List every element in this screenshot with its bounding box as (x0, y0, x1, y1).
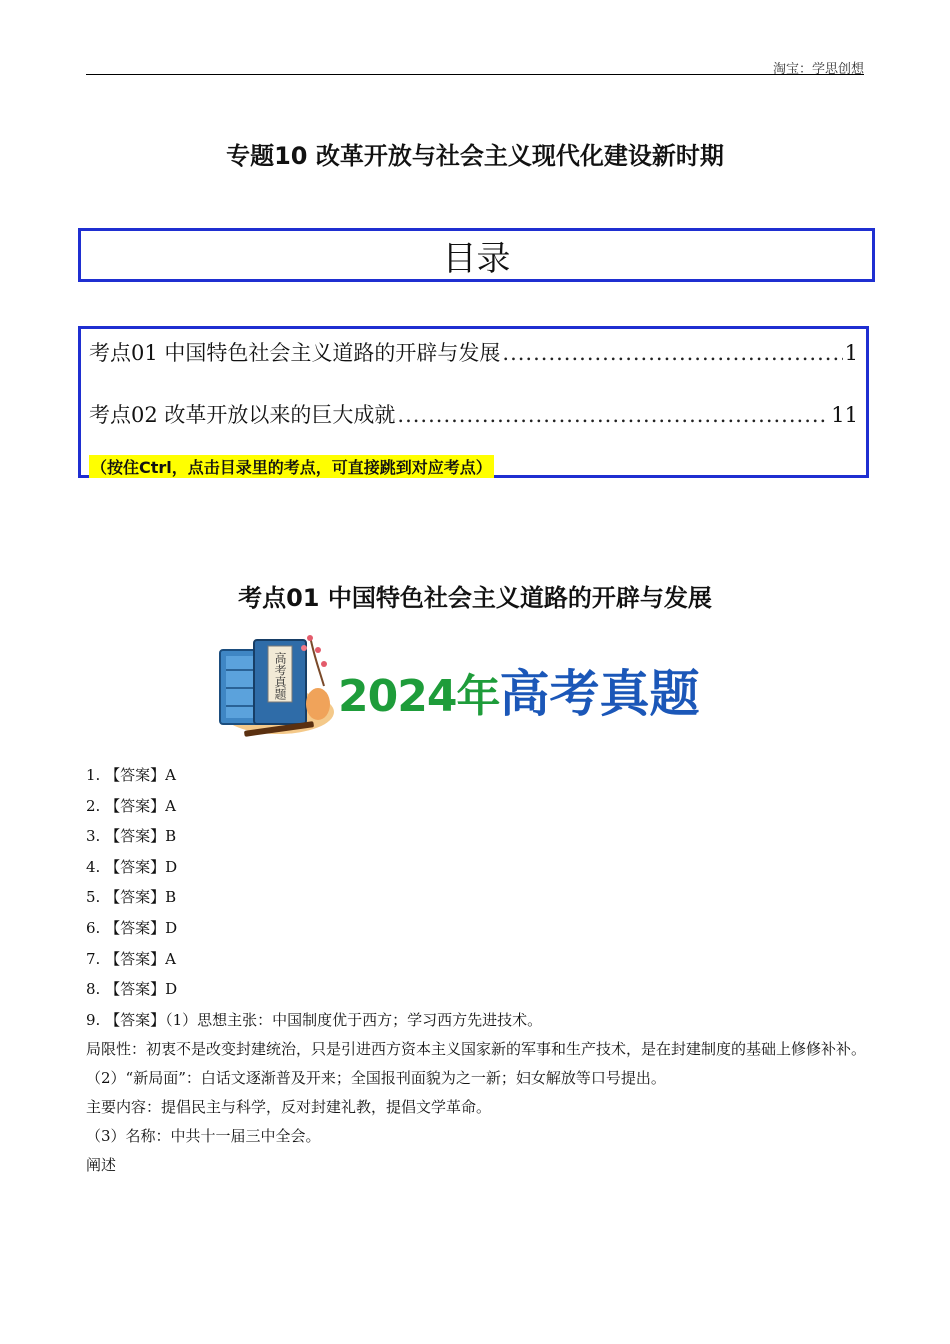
book-cover-label: 高考真题 (273, 652, 287, 700)
answer-value: D (165, 857, 178, 876)
answer-row (86, 1005, 866, 1036)
header-divider (86, 74, 864, 75)
answer-row (86, 913, 866, 944)
answer-tag: 【答案】 (105, 857, 166, 876)
books-illustration-icon (214, 626, 338, 740)
answer-row (86, 944, 866, 975)
answer-row (86, 882, 866, 913)
toc-leader-dots (397, 403, 829, 427)
toc-entry-kaodian-02[interactable] (89, 399, 858, 429)
answer-tag: 【答案】 (105, 918, 166, 937)
toc-entry-page[interactable]: 1 (844, 341, 858, 365)
answer-list (86, 760, 866, 1180)
answer-row (86, 852, 866, 883)
toc-entry-label[interactable]: 考点02 改革开放以来的巨大成就 (89, 403, 396, 427)
answer-value: A (165, 766, 176, 784)
toc-leader-dots (502, 341, 842, 365)
toc-entry-page[interactable]: 11 (831, 403, 858, 427)
answer-tag: 【答案】 (105, 1010, 166, 1029)
toc-heading-box (78, 228, 875, 282)
answer-9-detail: 阐述 (86, 1156, 117, 1175)
answer-number: 1. (86, 766, 101, 784)
document-title: 专题10 改革开放与社会主义现代化建设新时期 (226, 142, 724, 170)
banner-title (338, 654, 699, 726)
exam-banner (214, 626, 734, 740)
answer-tag: 【答案】 (105, 827, 166, 846)
answer-value: （1）思想主张：中国制度优于西方；学习西方先进技术。 (165, 1010, 543, 1029)
answer-value: B (165, 888, 177, 907)
answer-value: D (165, 980, 178, 999)
section-title: 考点01 中国特色社会主义道路的开辟与发展 (238, 584, 712, 612)
answer-tag: 【答案】 (105, 949, 166, 968)
answer-row (86, 791, 866, 822)
answer-number: 7. (86, 949, 101, 968)
answer-value: A (165, 796, 176, 815)
answer-number: 3. (86, 827, 101, 846)
answer-tag: 【答案】 (105, 796, 166, 815)
table-of-contents (78, 326, 869, 478)
answer-number: 5. (86, 888, 101, 907)
answer-number: 4. (86, 857, 101, 876)
toc-entry-kaodian-01[interactable] (89, 337, 858, 367)
answer-row (86, 760, 866, 791)
answer-number: 9. (86, 1010, 101, 1029)
answer-9-detail: 局限性：初衷不是改变封建统治，只是引进西方资本主义国家新的军事和生产技术，是在封建制度的基础上修修补补。 (86, 1040, 867, 1059)
toc-ctrl-hint: （按住Ctrl，点击目录里的考点，可直接跳到对应考点） (89, 455, 494, 478)
toc-heading: 目录 (442, 238, 511, 279)
answer-tag: 【答案】 (105, 980, 166, 999)
banner-words: 高考真题 (499, 665, 700, 723)
answer-tag: 【答案】 (105, 888, 166, 907)
answer-9-detail: （3）名称：中共十一届三中全会。 (86, 1127, 321, 1146)
answer-tag: 【答案】 (105, 766, 166, 784)
answer-row (86, 821, 866, 852)
answer-9-detail: 主要内容：提倡民主与科学，反对封建礼教，提倡文学革命。 (86, 1098, 492, 1117)
answer-number: 8. (86, 980, 101, 999)
answer-value: B (165, 827, 177, 846)
answer-number: 2. (86, 796, 101, 815)
answer-value: A (165, 949, 176, 968)
answer-row (86, 974, 866, 1005)
answer-9-detail: （2）“新局面”：白话文逐渐普及开来；全国报刊面貌为之一新；妇女解放等口号提出。 (86, 1069, 666, 1088)
answer-number: 6. (86, 918, 101, 937)
toc-entry-label[interactable]: 考点01 中国特色社会主义道路的开辟与发展 (89, 341, 501, 365)
header-shop-text: 淘宝：学思创想 (772, 62, 864, 77)
answer-value: D (165, 918, 178, 937)
banner-year: 2024年 (338, 671, 500, 722)
